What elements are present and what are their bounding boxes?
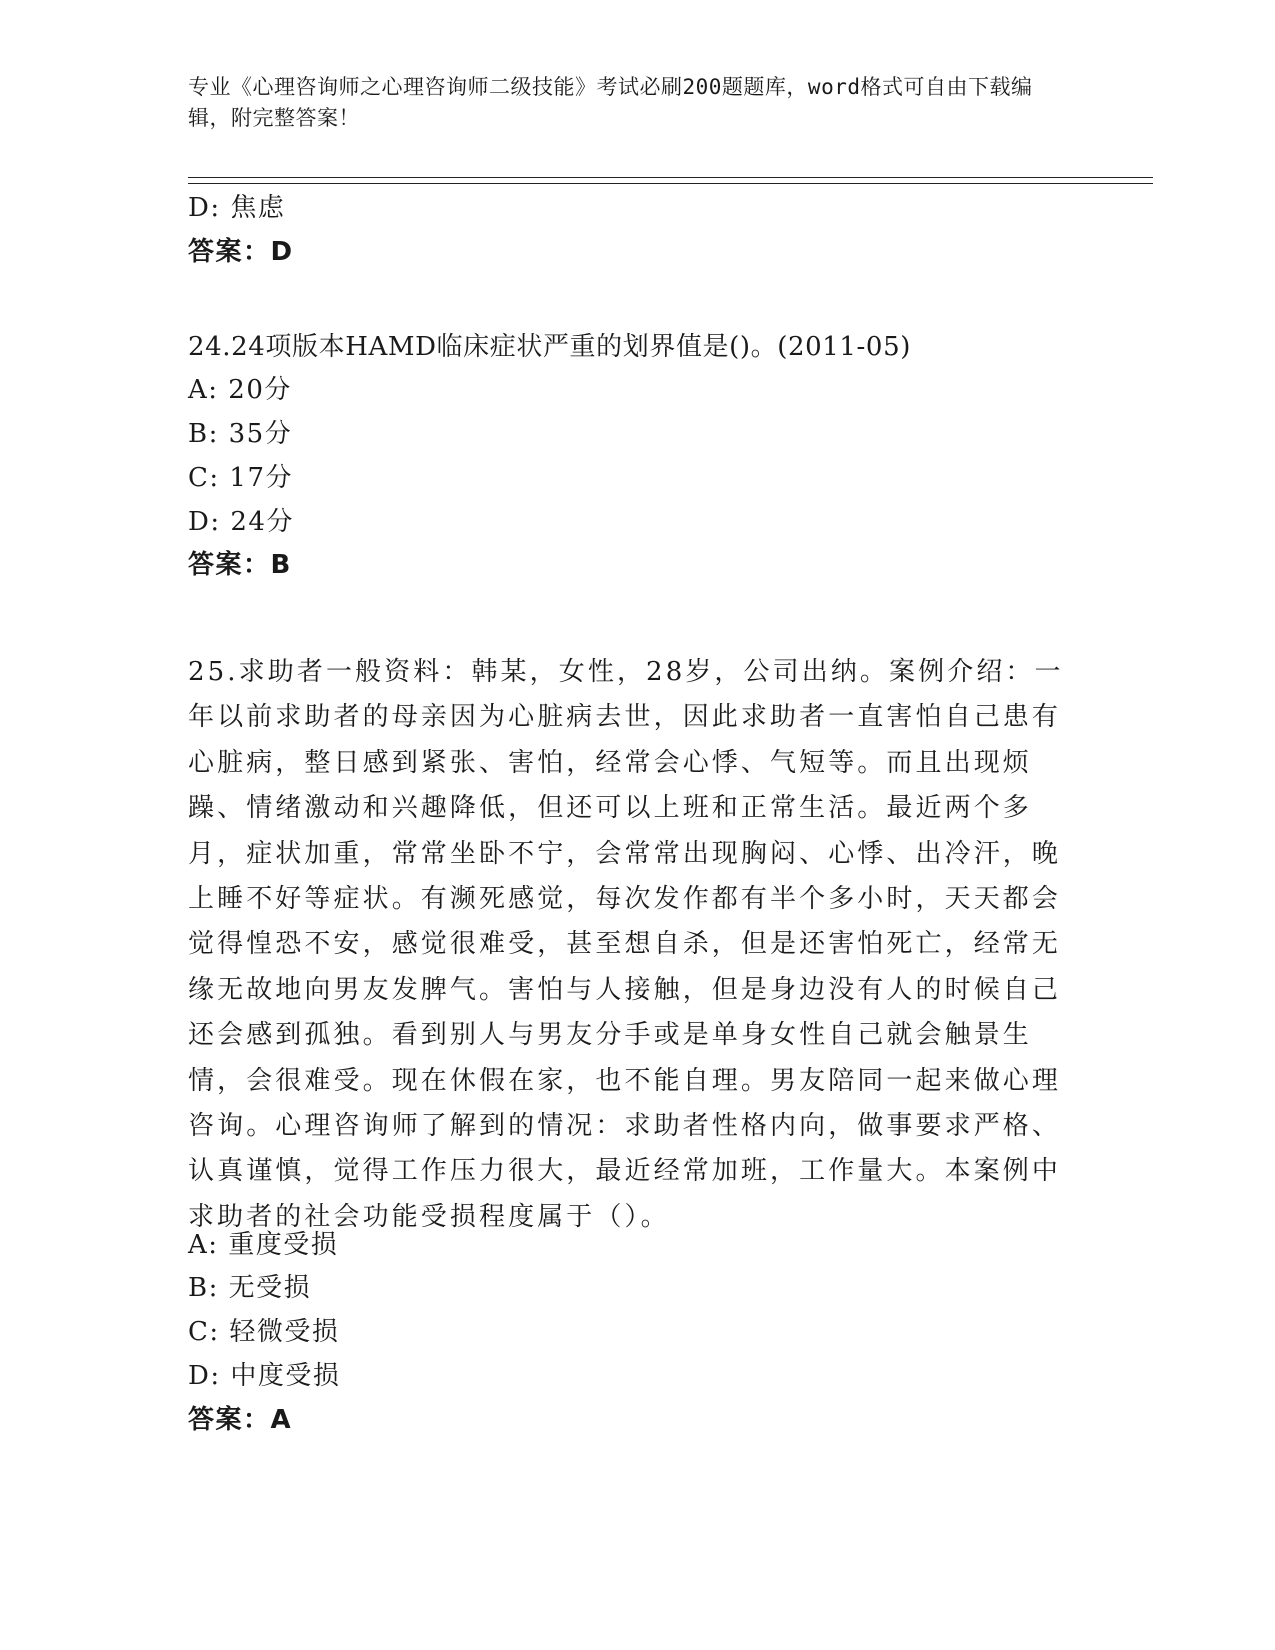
q24-stem: 24.24项版本HAMD临床症状严重的划界值是()。(2011-05) <box>188 332 911 362</box>
q25-option-c: C: 轻微受损 <box>188 1317 340 1347</box>
q25-answer: 答案：A <box>188 1405 293 1435</box>
q24-option-a: A: 20分 <box>188 375 292 405</box>
header-divider-bottom <box>188 183 1153 184</box>
q25-option-d: D: 中度受损 <box>188 1361 341 1391</box>
q25-option-b: B: 无受损 <box>188 1273 312 1303</box>
document-header: 专业《心理咨询师之心理咨询师二级技能》考试必刷200题题库，word格式可自由下载编辑，附完整答案！ <box>188 75 1033 130</box>
q24-option-c: C: 17分 <box>188 463 294 493</box>
q25-option-a: A: 重度受损 <box>188 1230 339 1260</box>
q25-stem: 25.求助者一般资料：韩某，女性，28岁，公司出纳。案例介绍：一年以前求助者的母亲因为心脏病去世，因此求助者一直害怕自己患有心脏病，整日感到紧张、害怕，经常会心悸、气短等。而且出现烦躁、情绪激动和兴趣降低，但还可以上班和正常生活。最近两个多月，症状加重，常常坐卧不宁，会常常出现胸闷、心悸、出冷汗，晚上睡不好等症状。有濒死感觉，每次发作都有半个多小时，天天都会觉得惶恐不安，感觉很难受，甚至想自杀，但是还害怕死亡，经常无缘无故地向男友发脾气。害怕与人接触，但是身边没有人的时候自己还会感到孤独。看到别人与男友分手或是单身女性自己就会触景生情，会很难受。现在休假在家，也不能自理。男友陪同一起来做心理咨询。心理咨询师了解到的情况：求助者性格内向，做事要求严格、认真谨慎，觉得工作压力很大，最近经常加班，工作量大。本案例中求助者的社会功能受损程度属于（）。 <box>188 657 1064 1232</box>
q23-option-d: D: 焦虑 <box>188 193 286 223</box>
q24-option-d: D: 24分 <box>188 507 294 537</box>
header-divider-top <box>188 177 1153 178</box>
q24-option-b: B: 35分 <box>188 419 293 449</box>
q23-answer: 答案：D <box>188 237 294 267</box>
q24-answer: 答案：B <box>188 550 292 580</box>
